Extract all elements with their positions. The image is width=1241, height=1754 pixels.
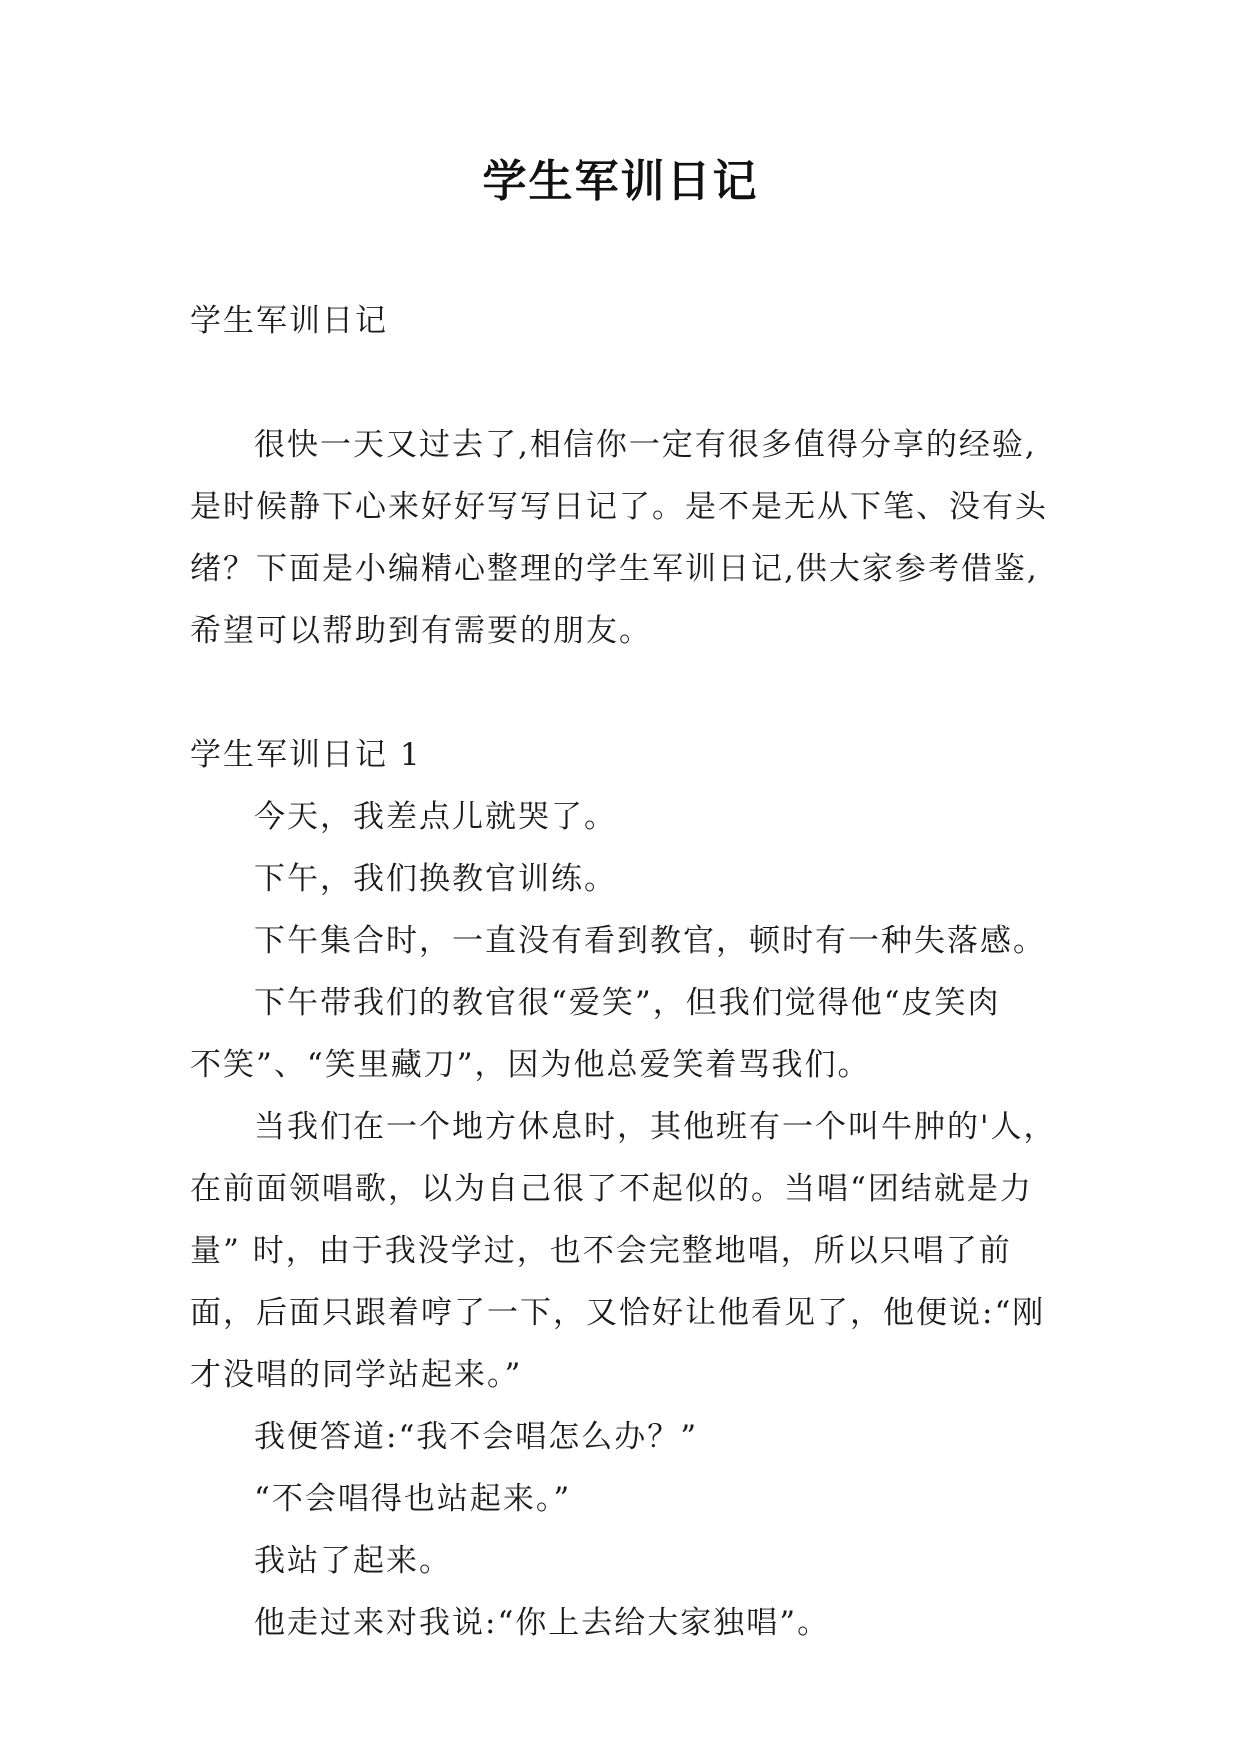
intro-line: 是时候静下心来好好写写日记了。是不是无从下笔、没有头 [190,489,1048,525]
spacer [190,662,1050,724]
paragraph-line: 在前面领唱歌，以为自己很了不起似的。当唱“团结就是力 [190,1171,1033,1207]
paragraph-line: 他走过来对我说:“你上去给大家独唱”。 [254,1605,831,1641]
paragraph-line: 今天，我差点儿就哭了。 [254,799,617,835]
paragraph-line: 下午带我们的教官很“爱笑”，但我们觉得他“皮笑肉 [254,985,1001,1021]
paragraph-line: 不笑”、“笑里藏刀”，因为他总爱笑着骂我们。 [190,1047,871,1083]
paragraph-line: 下午集合时，一直没有看到教官，顿时有一种失落感。 [254,923,1046,959]
section-heading: 学生军训日记 1 [190,737,422,773]
paragraph-line: “不会唱得也站起来。” [254,1481,572,1517]
intro-line: 很快一天又过去了,相信你一定有很多值得分享的经验, [254,427,1037,463]
document-body [190,290,1057,1654]
paragraph-line: 我便答道:“我不会唱怎么办？” [254,1419,699,1455]
document-title: 学生军训日记 [482,156,759,207]
intro-line: 绪？下面是小编精心整理的学生军训日记,供大家参考借鉴, [190,551,1039,587]
intro-line: 希望可以帮助到有需要的朋友。 [190,613,652,649]
paragraph-line: 下午，我们换教官训练。 [254,861,617,897]
paragraph-line: 我站了起来。 [254,1543,452,1579]
spacer [190,352,1050,414]
paragraph-line: 当我们在一个地方休息时，其他班有一个叫牛肿的'人， [254,1109,1057,1145]
paragraph-line: 面，后面只跟着哼了一下，又恰好让他看见了，他便说:“刚 [190,1295,1046,1331]
paragraph-line: 才没唱的同学站起来。” [190,1357,523,1393]
subtitle: 学生军训日记 [190,303,388,339]
paragraph-line: 量” 时，由于我没学过，也不会完整地唱，所以只唱了前 [190,1233,1012,1269]
